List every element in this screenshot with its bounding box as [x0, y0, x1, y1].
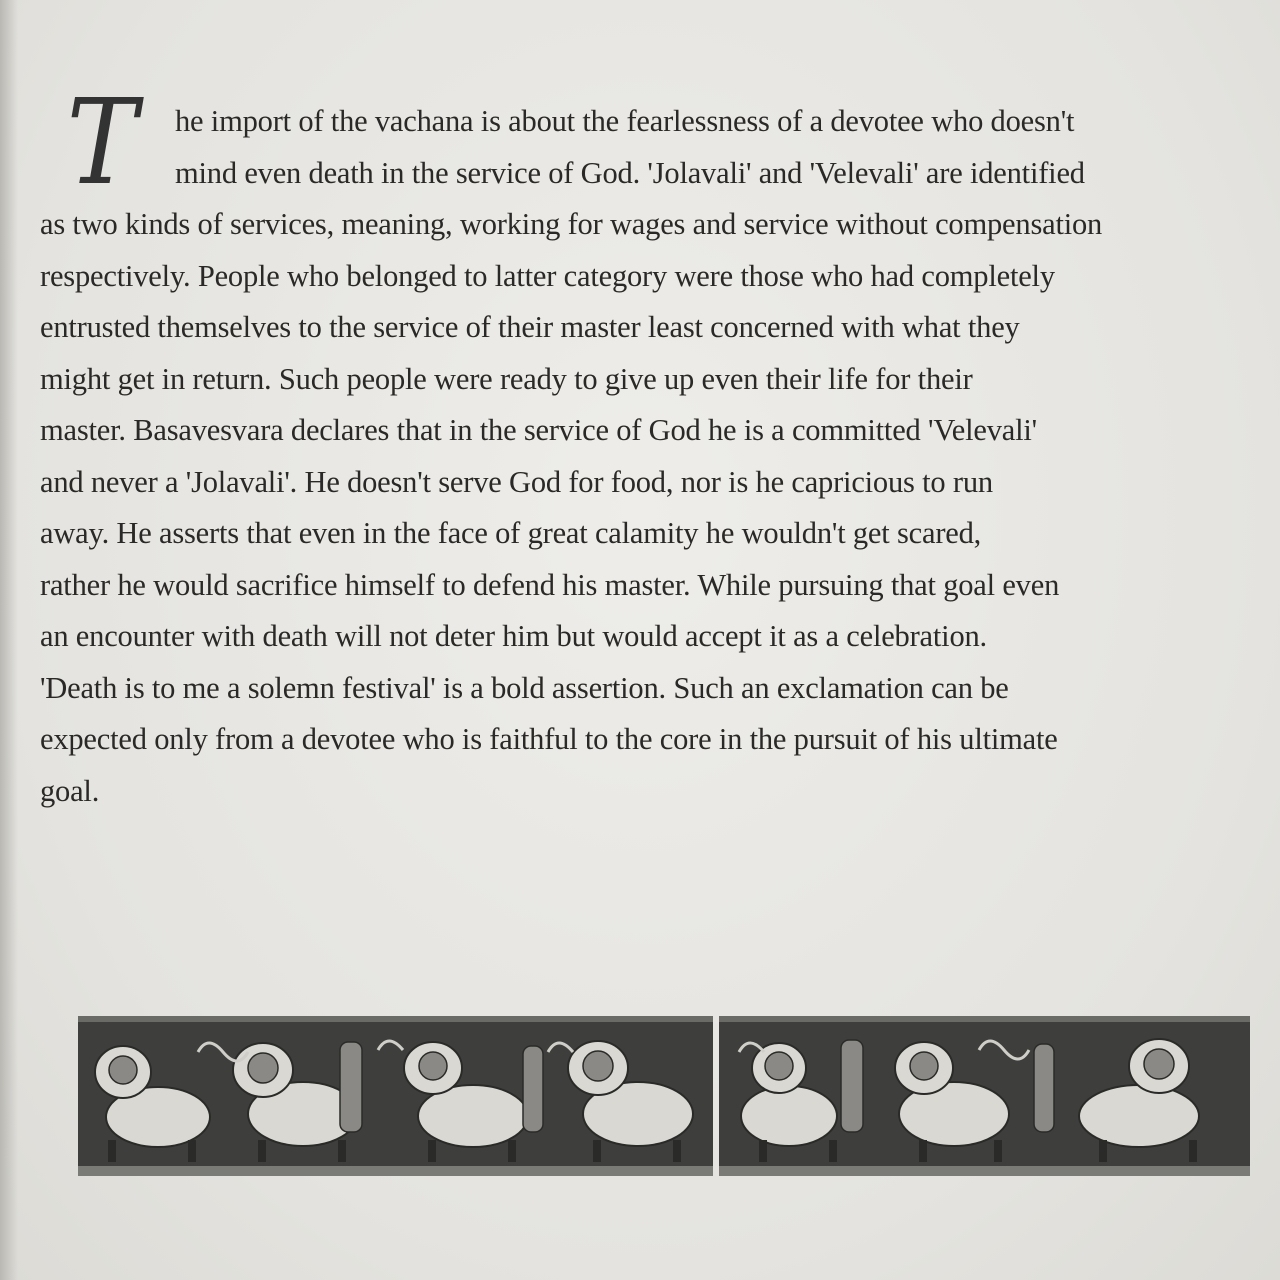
lion-frieze-image	[719, 1022, 1250, 1166]
text-line: might get in return. Such people were ready to give up even their life for their	[40, 361, 973, 396]
frieze-panel-right	[719, 1016, 1250, 1176]
text-line: an encounter with death will not deter him but would accept it as a celebration.	[40, 619, 987, 653]
page-gutter-shadow	[0, 0, 18, 1280]
frieze-panel-left	[78, 1016, 713, 1176]
text-line: rather he would sacrifice himself to defend his master. While pursuing that goal even	[40, 567, 1060, 602]
text-line: and never a 'Jolavali'. He doesn't serve God for food, nor is he capricious to run	[40, 464, 993, 499]
frieze-illustration	[78, 1016, 1250, 1176]
text-line: goal.	[40, 773, 100, 808]
text-line: entrusted themselves to the service of their master least concerned with what they	[40, 310, 1020, 344]
body-paragraph	[40, 96, 1235, 817]
text-line: expected only from a devotee who is faithful to the core in the pursuit of his ultimate	[40, 722, 1058, 756]
text-line: as two kinds of services, meaning, working for wages and service without compensation	[40, 207, 1103, 241]
text-line: master. Basavesvara declares that in the service of God he is a committed 'Velevali'	[40, 413, 1037, 447]
text-line: he import of the vachana is about the fearlessness of a devotee who doesn't	[175, 104, 1075, 138]
drop-cap: T	[66, 73, 138, 211]
lion-frieze-image	[78, 1022, 713, 1166]
text-line: mind even death in the service of God. 'Jolavali' and 'Velevali' are identified	[175, 155, 1085, 190]
text-line: away. He asserts that even in the face of great calamity he wouldn't get scared,	[40, 516, 982, 550]
text-line: respectively. People who belonged to latter category were those who had completely	[40, 258, 1055, 293]
text-line: 'Death is to me a solemn festival' is a bold assertion. Such an exclamation can be	[40, 670, 1009, 705]
